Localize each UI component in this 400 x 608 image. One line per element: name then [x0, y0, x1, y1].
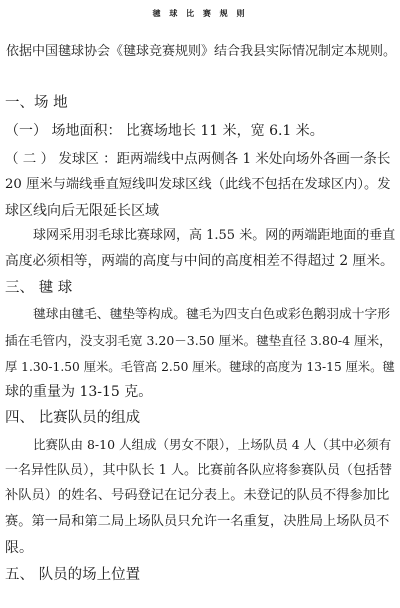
section-3-para-line-1: 毽球由毽毛、毽垫等构成。毽毛为四支白色或彩色鹅羽成十字形	[33, 307, 390, 322]
section-4-para-line-2: 一名异性队员），其中队长 1 人。比赛前各队应将参赛队员（包括替	[5, 463, 393, 478]
section-1-heading: 一、场 地	[5, 95, 68, 111]
section-3-para-line-3: 厚 1.30-1.50 厘米。毛管高 2.50 厘米。毽球的高度为 13-15 厘米。毽	[5, 360, 395, 374]
section-4-para-line-5: 限。	[5, 540, 33, 556]
section-1-item-2-line-1: （ 二 ） 发球区 ：距两端线中点两侧各 1 米处向场外各画一条长	[5, 151, 391, 167]
section-1-item-1: （一） 场地面积： 比赛场地长 11 米，宽 6.1 米。	[5, 123, 324, 139]
section-3-heading: 三、 毽 球	[5, 280, 73, 296]
section-1-net-line-1: 球网采用羽毛球比赛球网，高 1.55 米。网的两端距地面的垂直	[33, 228, 396, 243]
section-1-net-line-2: 高度必须相等，两端的高度与中间的高度相差不得超过 2 厘米。	[5, 253, 394, 269]
section-4-para-line-1: 比赛队由 8-10 人组成（男女不限），上场队员 4 人（其中必须有	[33, 437, 392, 452]
section-5-heading: 五、 队员的场上位置	[5, 567, 141, 583]
intro-line: 依据中国毽球协会《毽球竞赛规则》结合我县实际情况制定本规则。	[6, 44, 397, 59]
section-3-para-line-4: 球的重量为 13-15 克。	[5, 384, 153, 400]
section-3-para-line-2: 插在毛管内，没支羽毛宽 3.20－3.50 厘米。毽垫直径 3.80-4 厘米，	[5, 333, 392, 348]
section-1-item-2-line-3: 球区线向后无限延长区域	[5, 203, 159, 219]
section-4-para-line-3: 补队员）的姓名、号码登记在记分表上。未登记的队员不得参加比	[5, 488, 390, 503]
section-4-heading: 四、 比赛队员的组成	[5, 410, 141, 426]
section-1-item-2-line-2: 20 厘米与端线垂直短线叫发球区线（此线不包括在发球区内）。发	[5, 177, 391, 192]
document-title: 毽 球 比 赛 规 则	[152, 8, 248, 18]
section-4-para-line-4: 赛。第一局和第二局上场队员只允许一名重复，决胜局上场队员不	[5, 514, 390, 529]
